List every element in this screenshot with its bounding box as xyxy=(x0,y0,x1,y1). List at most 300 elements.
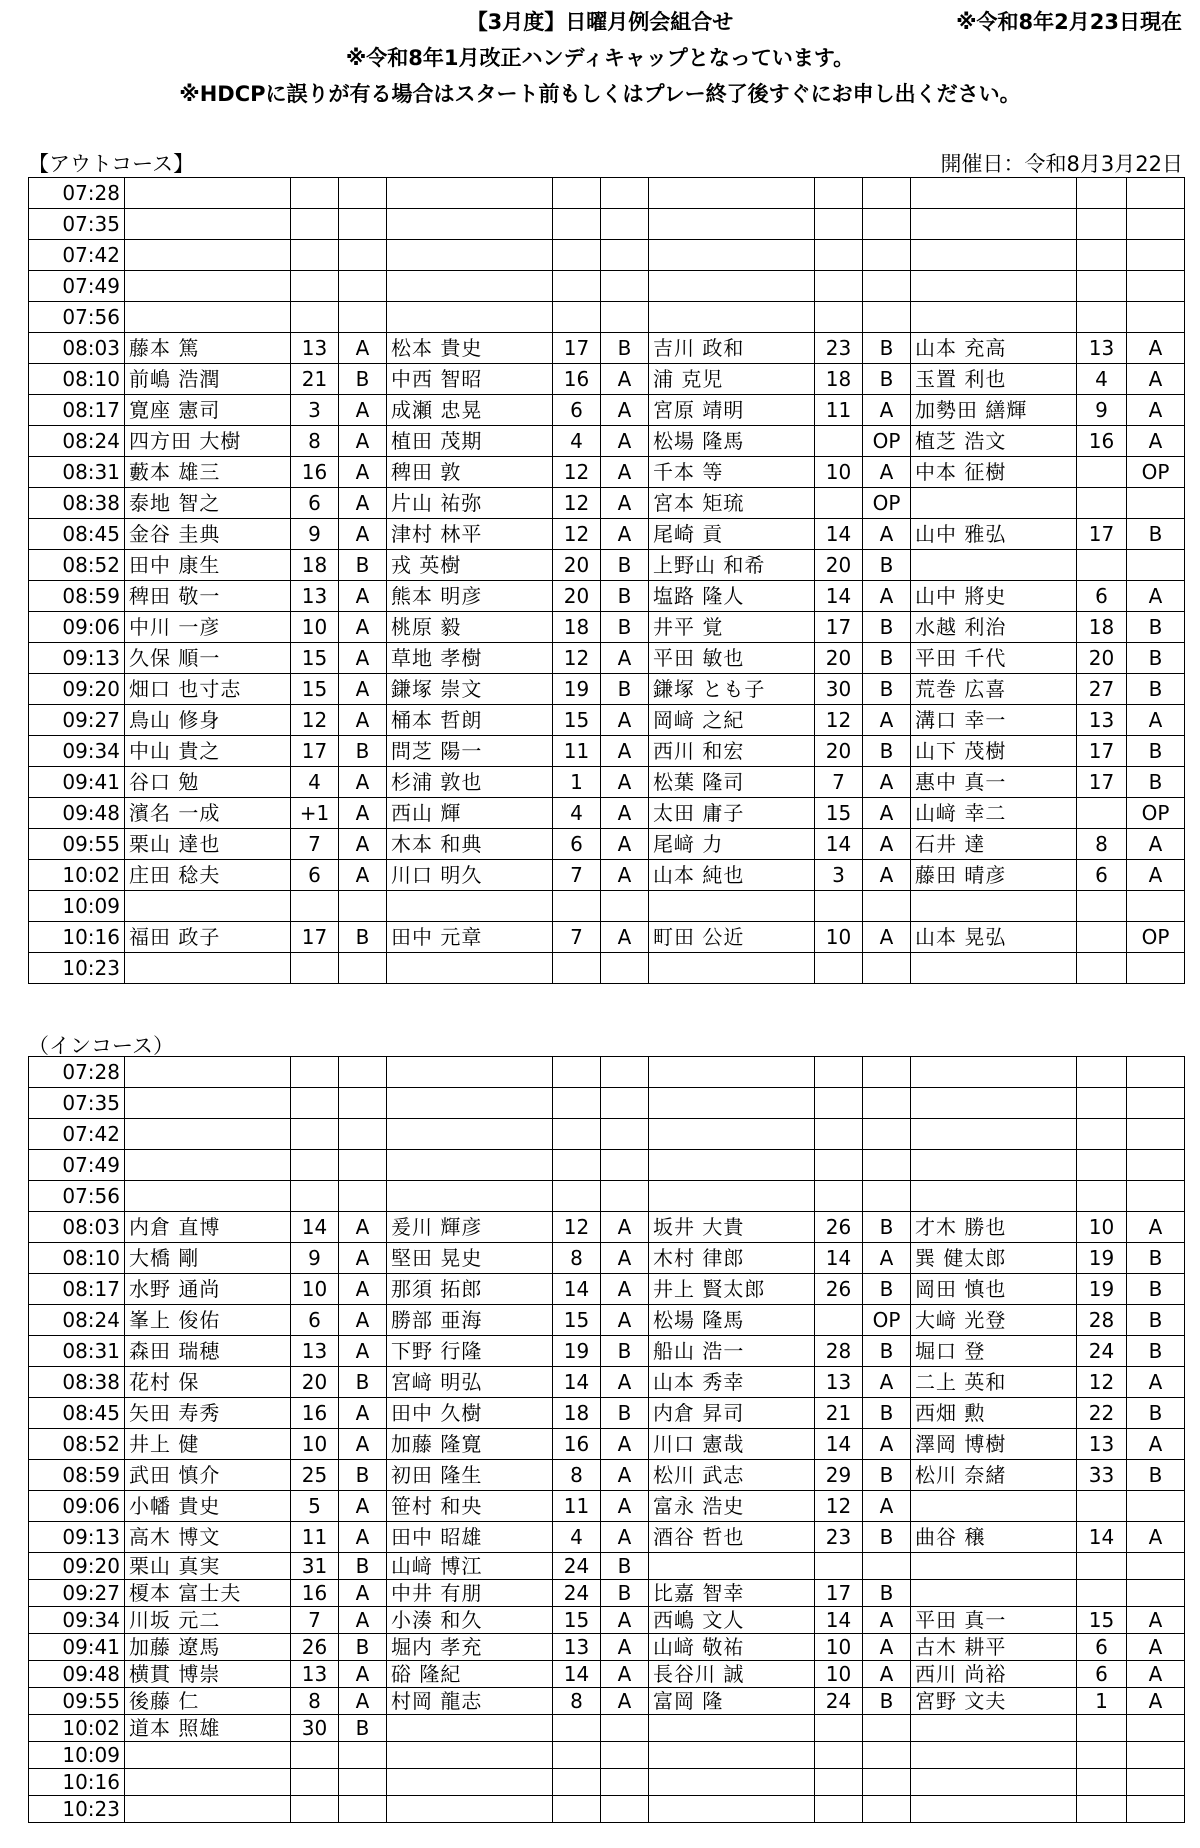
player-handicap xyxy=(291,240,339,271)
player-handicap: 15 xyxy=(553,1607,601,1634)
player-class: A xyxy=(339,1274,387,1305)
player-class xyxy=(601,1769,649,1796)
player-handicap: 1 xyxy=(553,767,601,798)
player-class xyxy=(1127,550,1185,581)
table-row xyxy=(29,891,1185,922)
player-name: 西嶋 文人 xyxy=(649,1607,815,1634)
player-name xyxy=(911,1150,1077,1181)
player-name xyxy=(649,1057,815,1088)
player-handicap: 14 xyxy=(553,1274,601,1305)
player-handicap: 19 xyxy=(553,674,601,705)
player-handicap: 6 xyxy=(291,1305,339,1336)
player-class: B xyxy=(863,674,911,705)
player-name: 濱名 一成 xyxy=(125,798,291,829)
player-handicap: 11 xyxy=(291,1522,339,1553)
player-name xyxy=(649,1553,815,1580)
player-handicap xyxy=(553,1796,601,1823)
player-handicap: 7 xyxy=(291,1607,339,1634)
player-name xyxy=(911,550,1077,581)
player-name: 松場 隆馬 xyxy=(649,426,815,457)
player-class xyxy=(601,1181,649,1212)
player-class: A xyxy=(339,1580,387,1607)
player-class xyxy=(601,240,649,271)
player-handicap: 9 xyxy=(291,519,339,550)
player-handicap: 12 xyxy=(553,488,601,519)
player-handicap xyxy=(815,1057,863,1088)
player-name: 富岡 隆 xyxy=(649,1688,815,1715)
player-name: 浦 克児 xyxy=(649,364,815,395)
player-handicap: 11 xyxy=(553,736,601,767)
player-name: 加藤 遼馬 xyxy=(125,1634,291,1661)
player-class xyxy=(863,178,911,209)
player-class: B xyxy=(339,922,387,953)
player-name xyxy=(125,178,291,209)
player-handicap: 13 xyxy=(1077,705,1127,736)
tee-time: 08:31 xyxy=(29,457,125,488)
player-name xyxy=(387,1119,553,1150)
player-name xyxy=(125,209,291,240)
player-name xyxy=(911,1088,1077,1119)
tee-time: 09:13 xyxy=(29,643,125,674)
player-class: B xyxy=(601,674,649,705)
player-name xyxy=(387,1181,553,1212)
player-class xyxy=(863,1742,911,1769)
player-handicap xyxy=(1077,1553,1127,1580)
player-class: A xyxy=(1127,364,1185,395)
player-class: B xyxy=(601,1553,649,1580)
player-class: B xyxy=(601,333,649,364)
player-name: 宮野 文夫 xyxy=(911,1688,1077,1715)
player-name: 藤本 篤 xyxy=(125,333,291,364)
table-row xyxy=(29,364,1185,395)
table-row xyxy=(29,457,1185,488)
player-handicap xyxy=(815,302,863,333)
table-row xyxy=(29,1057,1185,1088)
player-class: A xyxy=(863,1367,911,1398)
player-handicap: 15 xyxy=(291,643,339,674)
player-name xyxy=(125,891,291,922)
tee-time: 08:59 xyxy=(29,581,125,612)
player-handicap xyxy=(1077,1491,1127,1522)
player-class: B xyxy=(339,550,387,581)
player-class: A xyxy=(339,519,387,550)
player-class: A xyxy=(339,457,387,488)
player-class: B xyxy=(863,612,911,643)
player-handicap: 17 xyxy=(1077,519,1127,550)
player-class: A xyxy=(601,426,649,457)
player-class: A xyxy=(601,488,649,519)
table-row xyxy=(29,1796,1185,1823)
player-name: 尾﨑 力 xyxy=(649,829,815,860)
player-name: 田中 昭雄 xyxy=(387,1522,553,1553)
player-class: A xyxy=(601,705,649,736)
player-handicap xyxy=(815,1796,863,1823)
table-row xyxy=(29,1688,1185,1715)
player-handicap: 13 xyxy=(815,1367,863,1398)
player-handicap xyxy=(815,1553,863,1580)
tee-time: 09:20 xyxy=(29,1553,125,1580)
player-handicap: 18 xyxy=(553,612,601,643)
tee-time: 09:48 xyxy=(29,1661,125,1688)
player-class xyxy=(339,1150,387,1181)
table-row xyxy=(29,860,1185,891)
player-handicap: 14 xyxy=(553,1661,601,1688)
player-name: 坂井 大貴 xyxy=(649,1212,815,1243)
player-class: A xyxy=(339,643,387,674)
player-handicap: 6 xyxy=(1077,1661,1127,1688)
handicap-note: ※令和8年1月改正ハンディキャップとなっています。 xyxy=(345,46,855,70)
player-class xyxy=(339,271,387,302)
player-handicap xyxy=(291,953,339,984)
player-name: 高木 博文 xyxy=(125,1522,291,1553)
player-class: B xyxy=(601,1580,649,1607)
player-name xyxy=(387,209,553,240)
player-name: 植田 茂期 xyxy=(387,426,553,457)
player-class: A xyxy=(339,798,387,829)
player-handicap xyxy=(291,1796,339,1823)
player-handicap: 23 xyxy=(815,333,863,364)
player-class: A xyxy=(1127,1607,1185,1634)
table-row xyxy=(29,1580,1185,1607)
player-handicap: 12 xyxy=(815,1491,863,1522)
player-name: 内倉 直博 xyxy=(125,1212,291,1243)
player-class xyxy=(1127,1150,1185,1181)
player-class xyxy=(601,1057,649,1088)
table-row xyxy=(29,736,1185,767)
player-class: A xyxy=(863,519,911,550)
player-handicap xyxy=(1077,178,1127,209)
player-name xyxy=(649,1119,815,1150)
player-name xyxy=(125,953,291,984)
player-class: B xyxy=(1127,674,1185,705)
player-handicap: 16 xyxy=(291,1580,339,1607)
player-name xyxy=(911,953,1077,984)
player-class: B xyxy=(339,364,387,395)
tee-time: 07:28 xyxy=(29,1057,125,1088)
player-class xyxy=(601,209,649,240)
player-name: 富永 浩史 xyxy=(649,1491,815,1522)
player-class: B xyxy=(339,736,387,767)
player-name: 才木 勝也 xyxy=(911,1212,1077,1243)
player-name xyxy=(649,240,815,271)
player-name: 道本 照雄 xyxy=(125,1715,291,1742)
player-handicap xyxy=(291,891,339,922)
player-class: A xyxy=(339,1688,387,1715)
tee-time: 09:06 xyxy=(29,612,125,643)
player-handicap: 11 xyxy=(815,395,863,426)
player-class: A xyxy=(601,922,649,953)
player-name: 片山 祐弥 xyxy=(387,488,553,519)
table-row xyxy=(29,1634,1185,1661)
tee-time: 08:24 xyxy=(29,426,125,457)
player-class: B xyxy=(339,1715,387,1742)
player-class: B xyxy=(863,1688,911,1715)
player-name: 山本 晃弘 xyxy=(911,922,1077,953)
player-name: 尾崎 貢 xyxy=(649,519,815,550)
player-handicap: 23 xyxy=(815,1522,863,1553)
player-handicap xyxy=(553,1088,601,1119)
player-class: B xyxy=(1127,1398,1185,1429)
table-row xyxy=(29,1305,1185,1336)
player-name: 谷口 勉 xyxy=(125,767,291,798)
tee-time: 08:52 xyxy=(29,1429,125,1460)
player-handicap: 15 xyxy=(553,1305,601,1336)
table-row xyxy=(29,1553,1185,1580)
player-name: 岡田 慎也 xyxy=(911,1274,1077,1305)
player-handicap xyxy=(815,209,863,240)
player-class: B xyxy=(863,1274,911,1305)
player-class: A xyxy=(601,1460,649,1491)
player-name: 矢田 寿秀 xyxy=(125,1398,291,1429)
player-handicap xyxy=(815,1305,863,1336)
table-row xyxy=(29,953,1185,984)
player-name: 中山 貴之 xyxy=(125,736,291,767)
player-name: 四方田 大樹 xyxy=(125,426,291,457)
tee-time: 08:17 xyxy=(29,1274,125,1305)
table-row xyxy=(29,1460,1185,1491)
table-row xyxy=(29,1491,1185,1522)
player-class xyxy=(1127,1769,1185,1796)
table-row xyxy=(29,395,1185,426)
player-name xyxy=(649,1742,815,1769)
player-class: A xyxy=(1127,1429,1185,1460)
player-name xyxy=(911,1491,1077,1522)
player-name: 川口 明久 xyxy=(387,860,553,891)
player-name xyxy=(387,302,553,333)
tee-time: 08:24 xyxy=(29,1305,125,1336)
player-name xyxy=(387,953,553,984)
player-name: 田中 康生 xyxy=(125,550,291,581)
player-handicap xyxy=(815,1088,863,1119)
tee-time: 10:09 xyxy=(29,891,125,922)
player-class xyxy=(339,953,387,984)
tee-time: 08:03 xyxy=(29,333,125,364)
player-class: A xyxy=(863,829,911,860)
player-name xyxy=(125,302,291,333)
player-name xyxy=(125,1119,291,1150)
player-handicap xyxy=(291,271,339,302)
player-name xyxy=(649,178,815,209)
player-handicap: 12 xyxy=(553,457,601,488)
player-handicap: 18 xyxy=(291,550,339,581)
player-class: A xyxy=(863,1491,911,1522)
player-class xyxy=(339,240,387,271)
player-name: 笹村 和央 xyxy=(387,1491,553,1522)
player-name: 畑口 也寸志 xyxy=(125,674,291,705)
player-class: OP xyxy=(863,426,911,457)
player-class: A xyxy=(863,1607,911,1634)
player-name: 熊本 明彦 xyxy=(387,581,553,612)
player-handicap xyxy=(815,240,863,271)
player-handicap: 20 xyxy=(1077,643,1127,674)
player-name: 山﨑 幸二 xyxy=(911,798,1077,829)
player-name: 金谷 圭典 xyxy=(125,519,291,550)
player-handicap xyxy=(815,1715,863,1742)
player-name xyxy=(125,1181,291,1212)
player-name: 石井 達 xyxy=(911,829,1077,860)
player-name: 桶本 哲朗 xyxy=(387,705,553,736)
player-handicap: 28 xyxy=(1077,1305,1127,1336)
player-handicap: 17 xyxy=(553,333,601,364)
player-handicap: 14 xyxy=(815,581,863,612)
player-handicap xyxy=(1077,1088,1127,1119)
player-name: 曲谷 穣 xyxy=(911,1522,1077,1553)
player-name: 田中 元章 xyxy=(387,922,553,953)
player-handicap: 4 xyxy=(553,426,601,457)
tee-time: 08:10 xyxy=(29,364,125,395)
player-handicap xyxy=(1077,891,1127,922)
player-class xyxy=(863,240,911,271)
player-handicap: 13 xyxy=(291,1661,339,1688)
player-name xyxy=(649,1181,815,1212)
player-class: B xyxy=(1127,1243,1185,1274)
player-class: A xyxy=(339,1607,387,1634)
player-handicap xyxy=(815,891,863,922)
player-class: A xyxy=(601,736,649,767)
player-class: A xyxy=(601,1607,649,1634)
player-handicap: 14 xyxy=(815,519,863,550)
player-class xyxy=(601,1088,649,1119)
player-handicap xyxy=(815,1119,863,1150)
player-name: 中井 有朋 xyxy=(387,1580,553,1607)
player-name: 船山 浩一 xyxy=(649,1336,815,1367)
player-name: 井上 健 xyxy=(125,1429,291,1460)
player-handicap: 6 xyxy=(553,829,601,860)
player-class: A xyxy=(601,395,649,426)
player-handicap: 13 xyxy=(291,581,339,612)
player-handicap: 12 xyxy=(815,705,863,736)
player-handicap xyxy=(815,953,863,984)
table-row xyxy=(29,209,1185,240)
player-handicap: 13 xyxy=(1077,1429,1127,1460)
player-class: A xyxy=(863,581,911,612)
player-name: 大﨑 光登 xyxy=(911,1305,1077,1336)
player-name xyxy=(387,1742,553,1769)
player-name xyxy=(649,953,815,984)
tee-time: 08:10 xyxy=(29,1243,125,1274)
player-class xyxy=(339,1796,387,1823)
player-handicap xyxy=(553,209,601,240)
player-class xyxy=(863,209,911,240)
player-class: A xyxy=(601,457,649,488)
player-name: 塩路 隆人 xyxy=(649,581,815,612)
player-name xyxy=(387,1150,553,1181)
player-name: 中川 一彦 xyxy=(125,612,291,643)
player-name: 松川 奈緒 xyxy=(911,1460,1077,1491)
player-handicap: 10 xyxy=(815,1661,863,1688)
player-class xyxy=(601,302,649,333)
player-class: B xyxy=(863,736,911,767)
player-handicap xyxy=(291,1119,339,1150)
player-handicap: 25 xyxy=(291,1460,339,1491)
player-handicap: 7 xyxy=(291,829,339,860)
player-name xyxy=(387,1088,553,1119)
player-handicap: 15 xyxy=(815,798,863,829)
player-name: 宮本 矩琉 xyxy=(649,488,815,519)
player-class: A xyxy=(863,1243,911,1274)
player-name: 水野 通尚 xyxy=(125,1274,291,1305)
player-handicap xyxy=(1077,1181,1127,1212)
player-name: 泰地 智之 xyxy=(125,488,291,519)
player-handicap: 16 xyxy=(553,1429,601,1460)
player-name: 初田 隆生 xyxy=(387,1460,553,1491)
player-class xyxy=(601,1742,649,1769)
table-row xyxy=(29,1243,1185,1274)
player-handicap: 31 xyxy=(291,1553,339,1580)
table-row xyxy=(29,581,1185,612)
player-handicap: 10 xyxy=(291,612,339,643)
player-class xyxy=(863,1119,911,1150)
player-name: 鎌塚 とも子 xyxy=(649,674,815,705)
table-row xyxy=(29,1429,1185,1460)
player-class: A xyxy=(601,1661,649,1688)
player-name xyxy=(125,1769,291,1796)
player-name xyxy=(125,1796,291,1823)
player-class xyxy=(863,1057,911,1088)
player-name xyxy=(911,240,1077,271)
table-row xyxy=(29,426,1185,457)
table-row xyxy=(29,1212,1185,1243)
player-name: 那須 拓郎 xyxy=(387,1274,553,1305)
player-name: 武田 慎介 xyxy=(125,1460,291,1491)
tee-time: 08:03 xyxy=(29,1212,125,1243)
player-name xyxy=(387,240,553,271)
player-class: A xyxy=(339,333,387,364)
player-class: A xyxy=(601,1429,649,1460)
player-handicap: 8 xyxy=(1077,829,1127,860)
tee-time: 09:27 xyxy=(29,1580,125,1607)
table-row xyxy=(29,302,1185,333)
player-handicap: 8 xyxy=(553,1460,601,1491)
player-handicap xyxy=(553,1769,601,1796)
player-class xyxy=(601,1150,649,1181)
player-handicap: 17 xyxy=(1077,736,1127,767)
player-class: A xyxy=(1127,1634,1185,1661)
player-class: B xyxy=(1127,612,1185,643)
player-class: B xyxy=(1127,1274,1185,1305)
table-row xyxy=(29,1522,1185,1553)
tee-time: 08:45 xyxy=(29,519,125,550)
player-handicap: 17 xyxy=(291,736,339,767)
player-name xyxy=(387,178,553,209)
player-handicap: 15 xyxy=(553,705,601,736)
player-handicap xyxy=(1077,922,1127,953)
player-handicap: 6 xyxy=(291,860,339,891)
player-class: B xyxy=(1127,736,1185,767)
table-row xyxy=(29,240,1185,271)
tee-time: 10:02 xyxy=(29,860,125,891)
player-name: 惠中 真一 xyxy=(911,767,1077,798)
player-name xyxy=(911,1742,1077,1769)
player-handicap: 8 xyxy=(553,1243,601,1274)
player-name xyxy=(387,891,553,922)
player-name: 岡﨑 之紀 xyxy=(649,705,815,736)
player-name: 稗田 敬一 xyxy=(125,581,291,612)
player-handicap: 14 xyxy=(815,1429,863,1460)
player-name: 鎌塚 崇文 xyxy=(387,674,553,705)
player-name xyxy=(911,1715,1077,1742)
table-row xyxy=(29,1367,1185,1398)
player-class: A xyxy=(339,426,387,457)
player-class xyxy=(863,271,911,302)
player-class xyxy=(1127,1553,1185,1580)
table-row xyxy=(29,1715,1185,1742)
player-name: 平田 千代 xyxy=(911,643,1077,674)
player-class: A xyxy=(601,519,649,550)
player-handicap xyxy=(1077,1057,1127,1088)
player-class: A xyxy=(863,798,911,829)
player-class xyxy=(863,1181,911,1212)
